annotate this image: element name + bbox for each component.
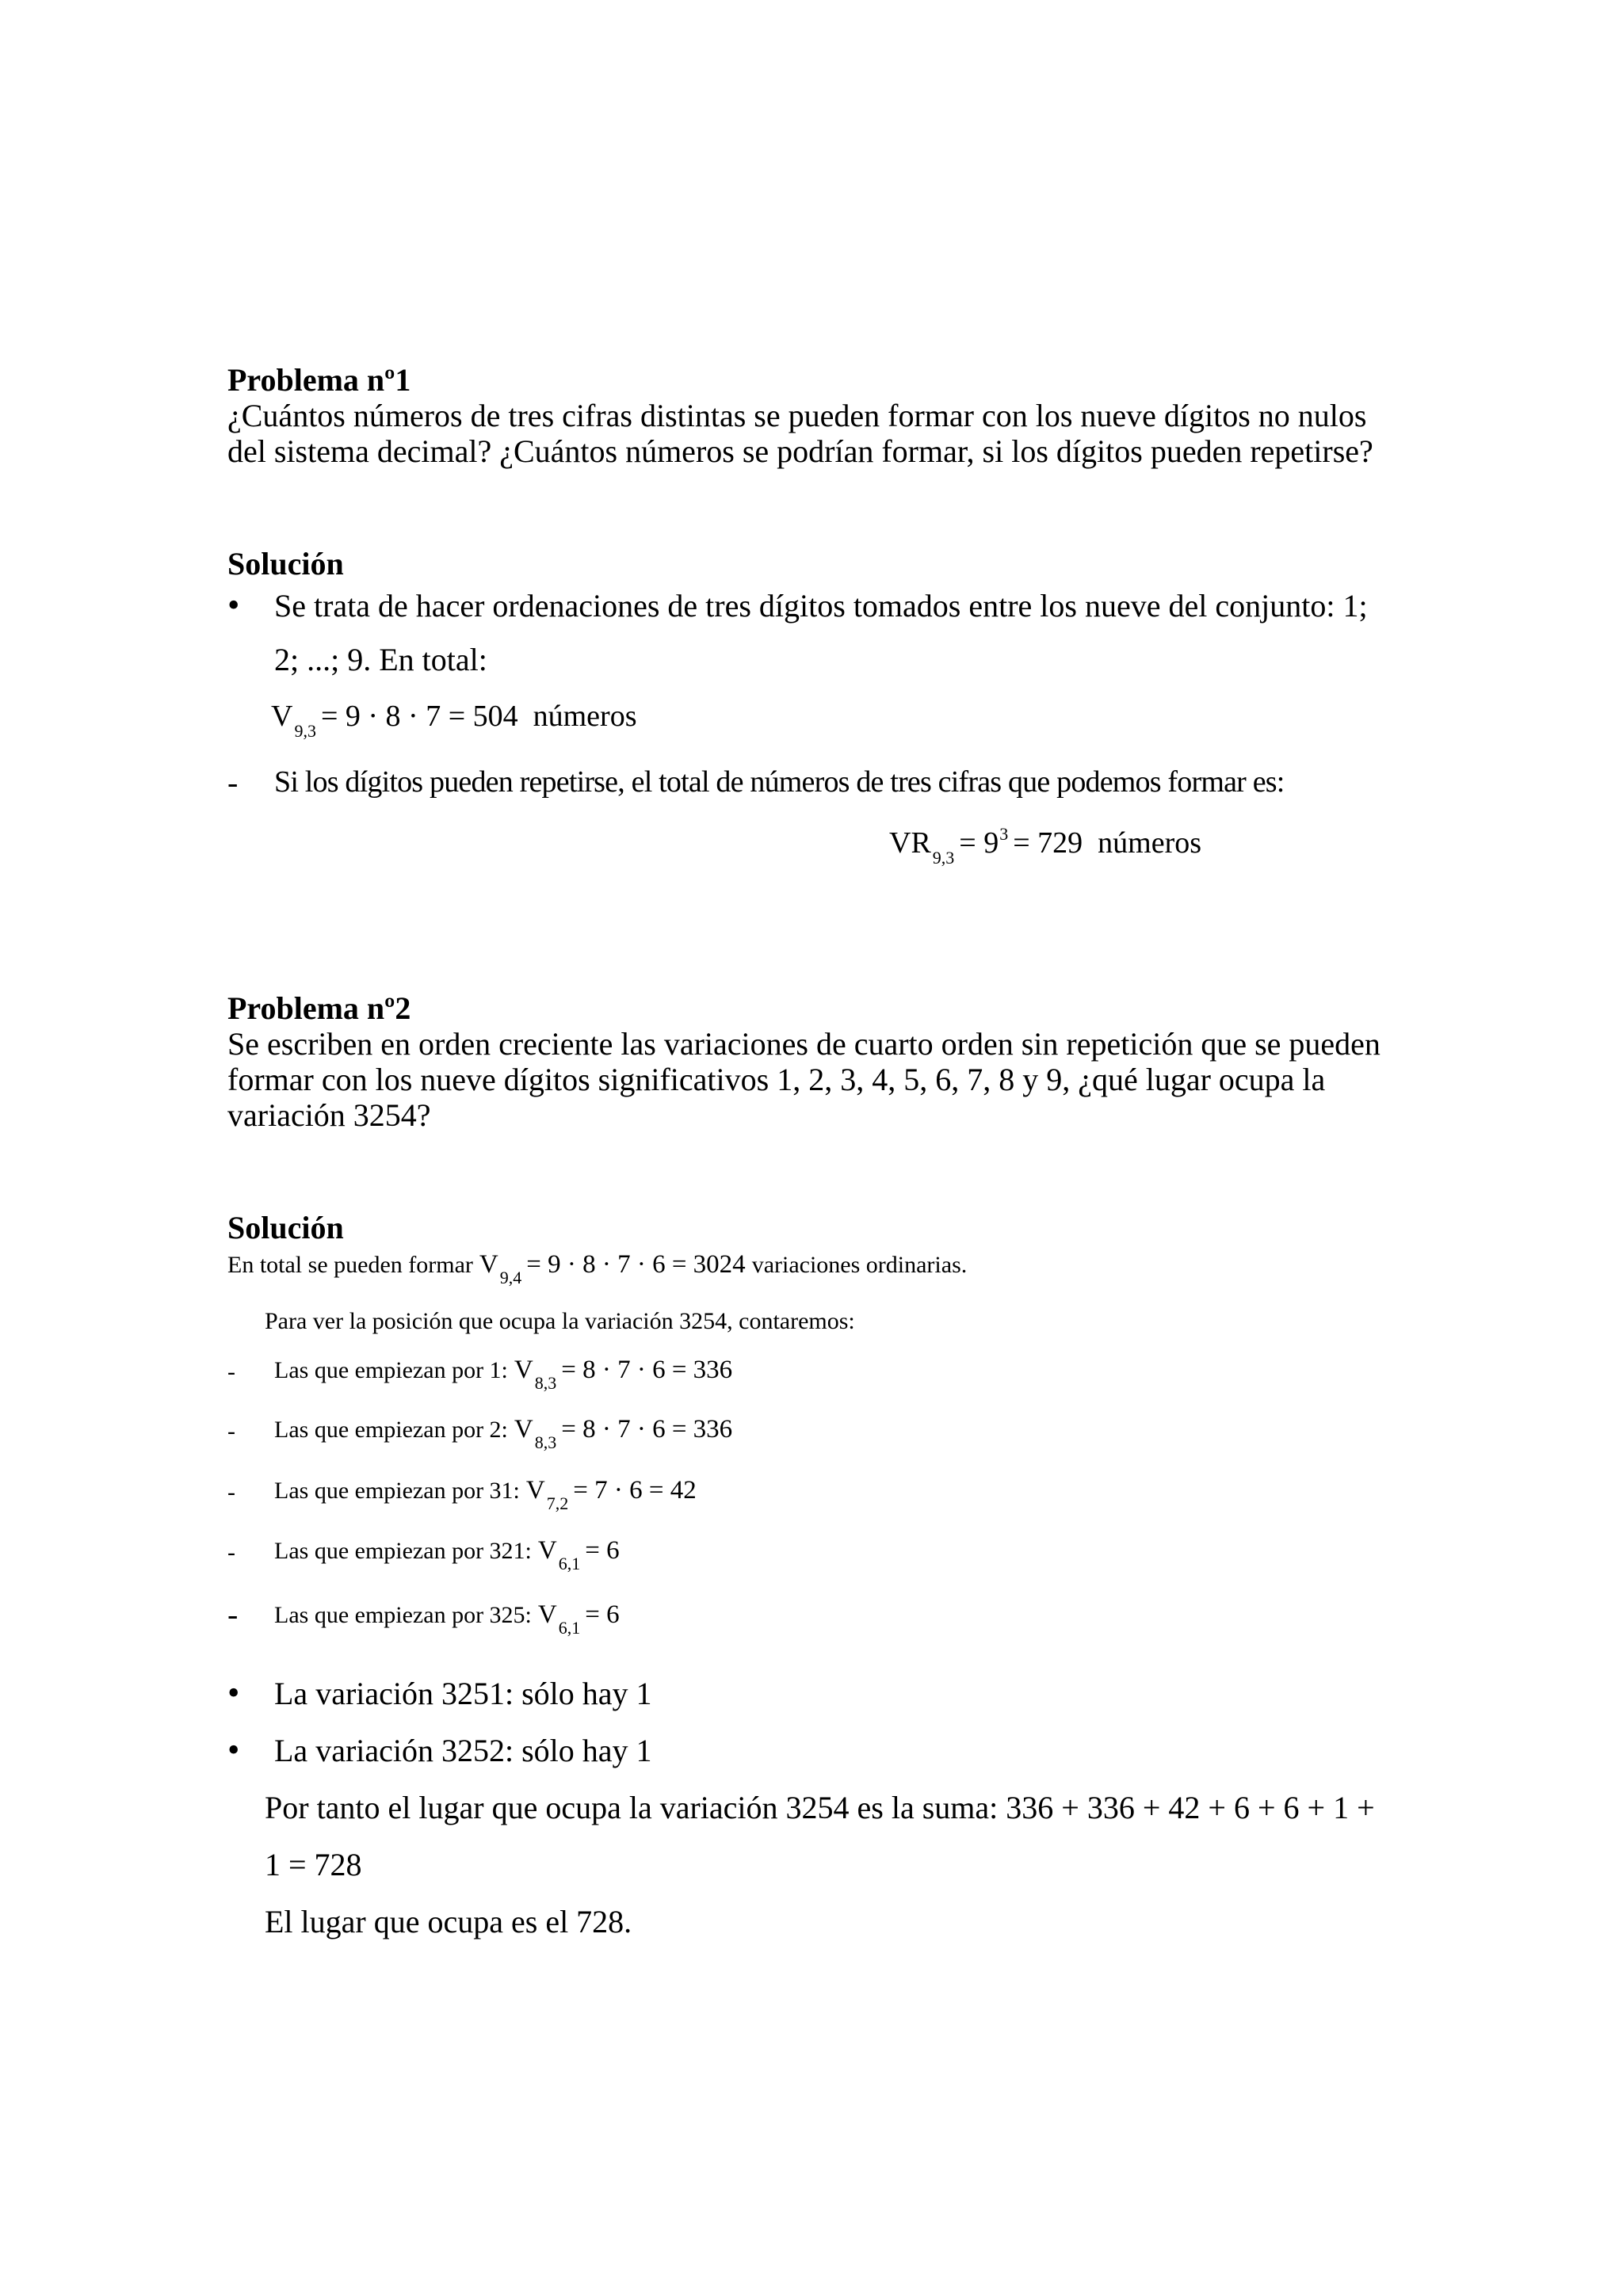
problem1-solution-line2: 2; ...; 9. En total:	[274, 642, 487, 677]
conclusion: El lugar que ocupa es el 728.	[265, 1904, 632, 1939]
problem2-solution-title: Solución	[227, 1210, 344, 1245]
dash-marker: -	[227, 1418, 235, 1444]
count-row: Las que empiezan por 2: $V_{8,3} = 8 \cdot 7 \cdot 6 = 336$	[274, 1415, 733, 1452]
problem2-statement-line3: variación 3254?	[227, 1097, 431, 1133]
problem1-solution-title: Solución	[227, 546, 344, 582]
bullet-item: La variación 3251: sólo hay 1	[274, 1676, 652, 1711]
bullet-icon: •	[227, 585, 240, 624]
problem2-statement-line1: Se escriben en orden creciente las variaciones de cuarto orden sin repetición que se pueden	[227, 1026, 1381, 1062]
problem2-title: Problema nº2	[227, 990, 411, 1026]
bullet-icon: •	[227, 1673, 240, 1712]
problem2-statement-line2: formar con los nueve dígitos significativos 1, 2, 3, 4, 5, 6, 7, 8 y 9, ¿qué lugar ocupa la	[227, 1062, 1326, 1097]
dash-marker: -	[227, 1479, 235, 1505]
problem1-statement-line2: del sistema decimal? ¿Cuántos números se podrían formar, si los dígitos pueden repetirse?	[227, 433, 1373, 469]
dash-marker: -	[227, 1359, 235, 1385]
problem1-solution-line3: Si los dígitos pueden repetirse, el total de números de tres cifras que podemos formar es:	[274, 765, 1285, 799]
count-row: Las que empiezan por 325: $V_{6,1} = 6$	[274, 1600, 620, 1638]
bullet-icon: •	[227, 1730, 240, 1769]
problem2-total-line: En total se pueden formar $V_{9,4} = 9 \cdot 8 \cdot 7 \cdot 6 = 3024$ variaciones ordinarias.	[227, 1250, 968, 1287]
problem2-intro: Para ver la posición que ocupa la variación 3254, contaremos:	[265, 1308, 855, 1334]
bullet-item: La variación 3252: sólo hay 1	[274, 1733, 652, 1768]
dash-marker: -	[227, 1539, 235, 1566]
count-row: Las que empiezan por 321: $V_{6,1} = 6$	[274, 1536, 620, 1573]
problem1-statement-line1: ¿Cuántos números de tres cifras distintas se pueden formar con los nueve dígitos no nulos	[227, 398, 1367, 433]
problem1-title: Problema nº1	[227, 362, 411, 398]
count-row: Las que empiezan por 31: $V_{7,2} = 7 \cdot 6 = 42$	[274, 1476, 697, 1513]
sum-line2: 1 = 728	[265, 1847, 362, 1882]
problem1-solution-line1: Se trata de hacer ordenaciones de tres dígitos tomados entre los nueve del conjunto: 1;	[274, 588, 1368, 624]
sum-line1: Por tanto el lugar que ocupa la variación 3254 es la suma: 336 + 336 + 42 + 6 + 6 + 1 +	[265, 1790, 1375, 1825]
formula-vr93: $VR_{9,3} = 9^3 = 729$ números	[889, 824, 1202, 868]
count-row: Las que empiezan por 1: $V_{8,3} = 8 \cdot 7 \cdot 6 = 336$	[274, 1356, 733, 1393]
dash-marker: -	[227, 765, 239, 800]
formula-v93: $V_{9,3} = 9 \cdot 8 \cdot 7 = 504$ números	[271, 700, 637, 741]
dash-marker: -	[227, 1596, 239, 1632]
